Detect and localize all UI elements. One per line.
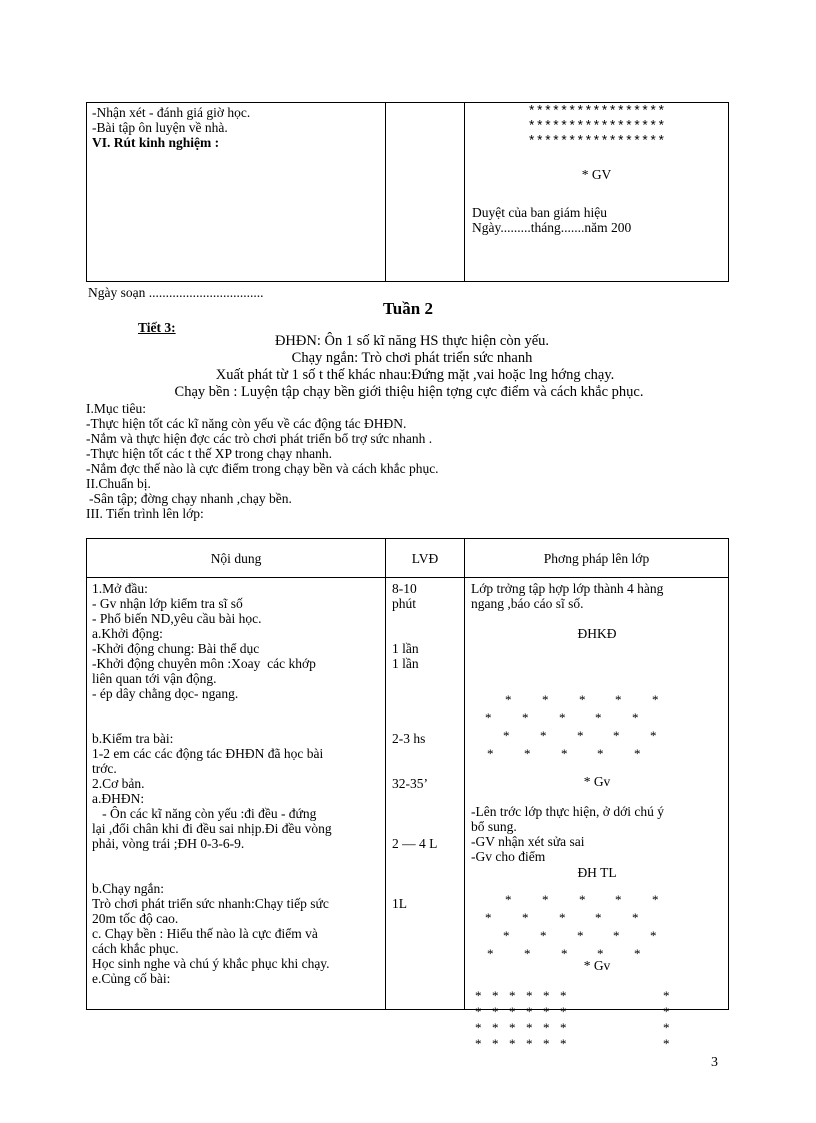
run-formation	[465, 986, 729, 1050]
student-mark: *	[615, 692, 622, 707]
student-mark: *	[543, 988, 550, 1003]
lesson-topics	[0, 333, 816, 401]
content-line: lại ,đổi chân khi đi đều sai nhịp.Đi đều vòng	[92, 821, 332, 836]
student-mark: *	[634, 746, 641, 760]
student-mark: *	[543, 1036, 550, 1050]
lesson-table	[86, 538, 729, 1050]
method-cell	[465, 578, 729, 1050]
objective-item: -Thực hiện tốt các t thế XP trong chạy nhanh.	[86, 446, 332, 461]
gv-marker: * Gv	[583, 958, 611, 973]
method-line: ngang ,báo cáo sĩ số.	[471, 596, 584, 611]
content-line: 1.Mở đầu:	[92, 581, 148, 596]
content-cell	[87, 578, 386, 1010]
method-line: -Lên trớc lớp thực hiện, ở dới chú ý	[471, 804, 664, 819]
student-mark: *	[542, 692, 549, 707]
student-mark: *	[526, 1004, 533, 1019]
header-lvd: LVĐ	[386, 539, 465, 578]
student-mark: *	[663, 1004, 670, 1019]
content-line: c. Chạy bền : Hiểu thế nào là cực điểm và	[92, 926, 318, 941]
student-mark: *	[492, 1036, 499, 1050]
student-mark: *	[597, 946, 604, 960]
content-line	[92, 716, 385, 731]
student-mark: *	[650, 728, 657, 743]
preparation-text: -Sân tập; đờng chạy nhanh ,chạy bền.	[89, 491, 292, 506]
content-line: liên quan tới vận động.	[92, 671, 217, 686]
header-method: Phơng pháp lên lớp	[465, 539, 729, 578]
student-mark: *	[487, 946, 494, 960]
content-line: trớc.	[92, 761, 117, 776]
review-right-cell	[465, 103, 729, 282]
student-mark: *	[560, 988, 567, 1003]
student-mark: *	[615, 892, 622, 907]
topic-line: ĐHĐN: Ôn 1 số kĩ năng HS thực hiện còn yếu.	[274, 333, 550, 349]
training-formation	[465, 888, 729, 960]
content-line: - Phổ biến ND,yêu cầu bài học.	[92, 611, 262, 626]
content-line: - Ôn các kĩ năng còn yếu :đi đều - đứng	[92, 806, 317, 821]
student-mark: *	[632, 710, 639, 725]
student-mark: *	[577, 728, 584, 743]
student-mark: *	[663, 1036, 670, 1050]
content-line: a.Khởi động:	[92, 626, 163, 641]
review-line: -Bài tập ôn luyện về nhà.	[92, 120, 228, 135]
objective-item: -Nắm đợc thế nào là cực điểm trong chạy bền và cách khắc phục.	[86, 461, 439, 476]
content-line: Trò chơi phát triển sức nhanh:Chạy tiếp sức	[92, 896, 329, 911]
student-mark: *	[650, 928, 657, 943]
student-mark: *	[543, 1020, 550, 1035]
student-mark: *	[595, 710, 602, 725]
student-mark: *	[634, 946, 641, 960]
student-mark: *	[503, 728, 510, 743]
student-mark: *	[524, 946, 531, 960]
intro-method	[471, 581, 663, 611]
content-line: -Khởi động chuyên môn :Xoay các khớp	[92, 656, 316, 671]
student-mark: *	[561, 746, 568, 760]
student-mark: *	[542, 892, 549, 907]
student-mark: *	[597, 746, 604, 760]
lvd-cell	[386, 578, 465, 1010]
lvd-value: phút	[392, 596, 417, 611]
gv-marker: * GV	[581, 167, 612, 182]
header-content: Nội dung	[87, 539, 386, 578]
lvd-value: 32-35’	[392, 776, 428, 791]
star-row: *****************	[527, 105, 666, 120]
content-line: 2.Cơ bản.	[92, 776, 145, 791]
star-row: *****************	[527, 120, 666, 135]
objectives-heading: I.Mục tiêu:	[86, 401, 146, 416]
student-mark: *	[577, 928, 584, 943]
review-left-cell	[87, 103, 386, 282]
student-mark: *	[540, 928, 547, 943]
student-mark: *	[475, 988, 482, 1003]
content-line: - Gv nhận lớp kiểm tra sĩ số	[92, 596, 243, 611]
content-line: 1-2 em các các động tác ĐHĐN đã học bài	[92, 746, 324, 761]
student-mark: *	[613, 928, 620, 943]
lvd-value: 8-10	[392, 581, 417, 596]
method-line: -GV nhận xét sửa sai	[471, 834, 585, 849]
student-mark: *	[509, 1020, 516, 1035]
warmup-formation	[465, 688, 729, 760]
lvd-value: 2-3 hs	[392, 731, 426, 746]
content-line: a.ĐHĐN:	[92, 791, 145, 806]
approval-text: Duyệt của ban giám hiệu	[472, 205, 607, 220]
student-mark: *	[560, 1036, 567, 1050]
page-number: 3	[711, 1055, 718, 1070]
student-mark: *	[475, 1020, 482, 1035]
lvd-value: 1L	[392, 896, 407, 911]
student-mark: *	[485, 710, 492, 725]
objective-item: -Nắm và thực hiện đợc các trò chơi phát triển bổ trợ sức nhanh .	[86, 431, 433, 446]
student-mark: *	[505, 892, 512, 907]
student-mark: *	[543, 1004, 550, 1019]
student-mark: *	[663, 988, 670, 1003]
student-mark: *	[613, 728, 620, 743]
review-line: -Nhận xét - đánh giá giờ học.	[92, 105, 251, 120]
student-mark: *	[475, 1036, 482, 1050]
student-mark: *	[579, 892, 586, 907]
student-mark: *	[663, 1020, 670, 1035]
topic-line: Chạy bền : Luyện tập chạy bền giới thiệu hiện tợng cực điểm và cách khắc phục.	[174, 384, 644, 400]
content-line: b.Chạy ngắn:	[92, 881, 164, 896]
warmup-formation-label: ĐHKĐ	[577, 626, 617, 641]
student-mark: *	[559, 910, 566, 925]
method-line: bổ sung.	[471, 819, 517, 834]
student-mark: *	[561, 946, 568, 960]
student-mark: *	[526, 988, 533, 1003]
content-line: Học sinh nghe và chú ý khắc phục khi chạy.	[92, 956, 330, 971]
student-mark: *	[485, 910, 492, 925]
student-mark: *	[559, 710, 566, 725]
week-title: Tuần 2	[383, 299, 433, 318]
star-row: *****************	[527, 135, 666, 150]
content-line: phải, vòng trái ;ĐH 0-3-6-9.	[92, 836, 245, 851]
student-mark: *	[524, 746, 531, 760]
objectives-section	[86, 401, 439, 521]
training-formation-label: ĐH TL	[577, 865, 617, 880]
content-line: -Khởi động chung: Bài thể dục	[92, 641, 260, 656]
student-mark: *	[492, 1020, 499, 1035]
student-mark: *	[652, 692, 659, 707]
student-mark: *	[560, 1004, 567, 1019]
student-mark: *	[526, 1036, 533, 1050]
preparation-heading: II.Chuẩn bị.	[86, 476, 151, 491]
procedure-heading: III. Tiến trình lên lớp:	[86, 506, 204, 521]
lvd-value: 1 lần	[392, 656, 419, 671]
content-line	[92, 701, 385, 716]
content-line: e.Củng cố bài:	[92, 971, 171, 986]
content-line: - ép dây chằng dọc- ngang.	[92, 686, 239, 701]
student-mark: *	[595, 910, 602, 925]
content-line: cách khắc phục.	[92, 941, 179, 956]
content-line	[92, 851, 385, 866]
topic-line: Chạy ngắn: Trò chơi phát triển sức nhanh	[291, 350, 533, 366]
student-mark: *	[522, 710, 529, 725]
student-mark: *	[560, 1020, 567, 1035]
student-mark: *	[492, 988, 499, 1003]
gv-marker: * Gv	[583, 774, 611, 789]
lvd-value: 2 — 4 L	[392, 836, 438, 851]
student-mark: *	[540, 728, 547, 743]
student-mark: *	[509, 1036, 516, 1050]
lvd-value: 1 lần	[392, 641, 419, 656]
student-mark: *	[632, 910, 639, 925]
review-table	[86, 102, 729, 282]
student-mark: *	[509, 1004, 516, 1019]
student-mark: *	[505, 692, 512, 707]
student-mark: *	[652, 892, 659, 907]
student-mark: *	[579, 692, 586, 707]
approval-date: Ngày.........tháng.......năm 200	[472, 220, 632, 235]
method-line: Lớp trởng tập hợp lớp thành 4 hàng	[471, 581, 664, 596]
preparation-date: Ngày soạn ..................................	[88, 285, 264, 300]
experience-heading: VI. Rút kinh nghiệm :	[92, 135, 220, 150]
student-mark: *	[475, 1004, 482, 1019]
content-line: b.Kiểm tra bài:	[92, 731, 174, 746]
content-line: 20m tốc độ cao.	[92, 911, 179, 926]
student-mark: *	[503, 928, 510, 943]
student-mark: *	[522, 910, 529, 925]
student-mark: *	[526, 1020, 533, 1035]
lesson-label: Tiết 3:	[138, 320, 176, 335]
content-line	[92, 866, 385, 881]
objective-item: -Thực hiện tốt các kĩ năng còn yếu về các động tác ĐHĐN.	[86, 416, 407, 431]
student-mark: *	[492, 1004, 499, 1019]
review-middle-cell	[386, 103, 465, 282]
student-mark: *	[509, 988, 516, 1003]
student-mark: *	[487, 746, 494, 760]
topic-line: Xuất phát từ 1 số t thế khác nhau:Đứng mặt ,vai hoặc lng hớng chạy.	[215, 367, 615, 383]
practice-method	[471, 804, 664, 864]
method-line: -Gv cho điểm	[471, 849, 546, 864]
